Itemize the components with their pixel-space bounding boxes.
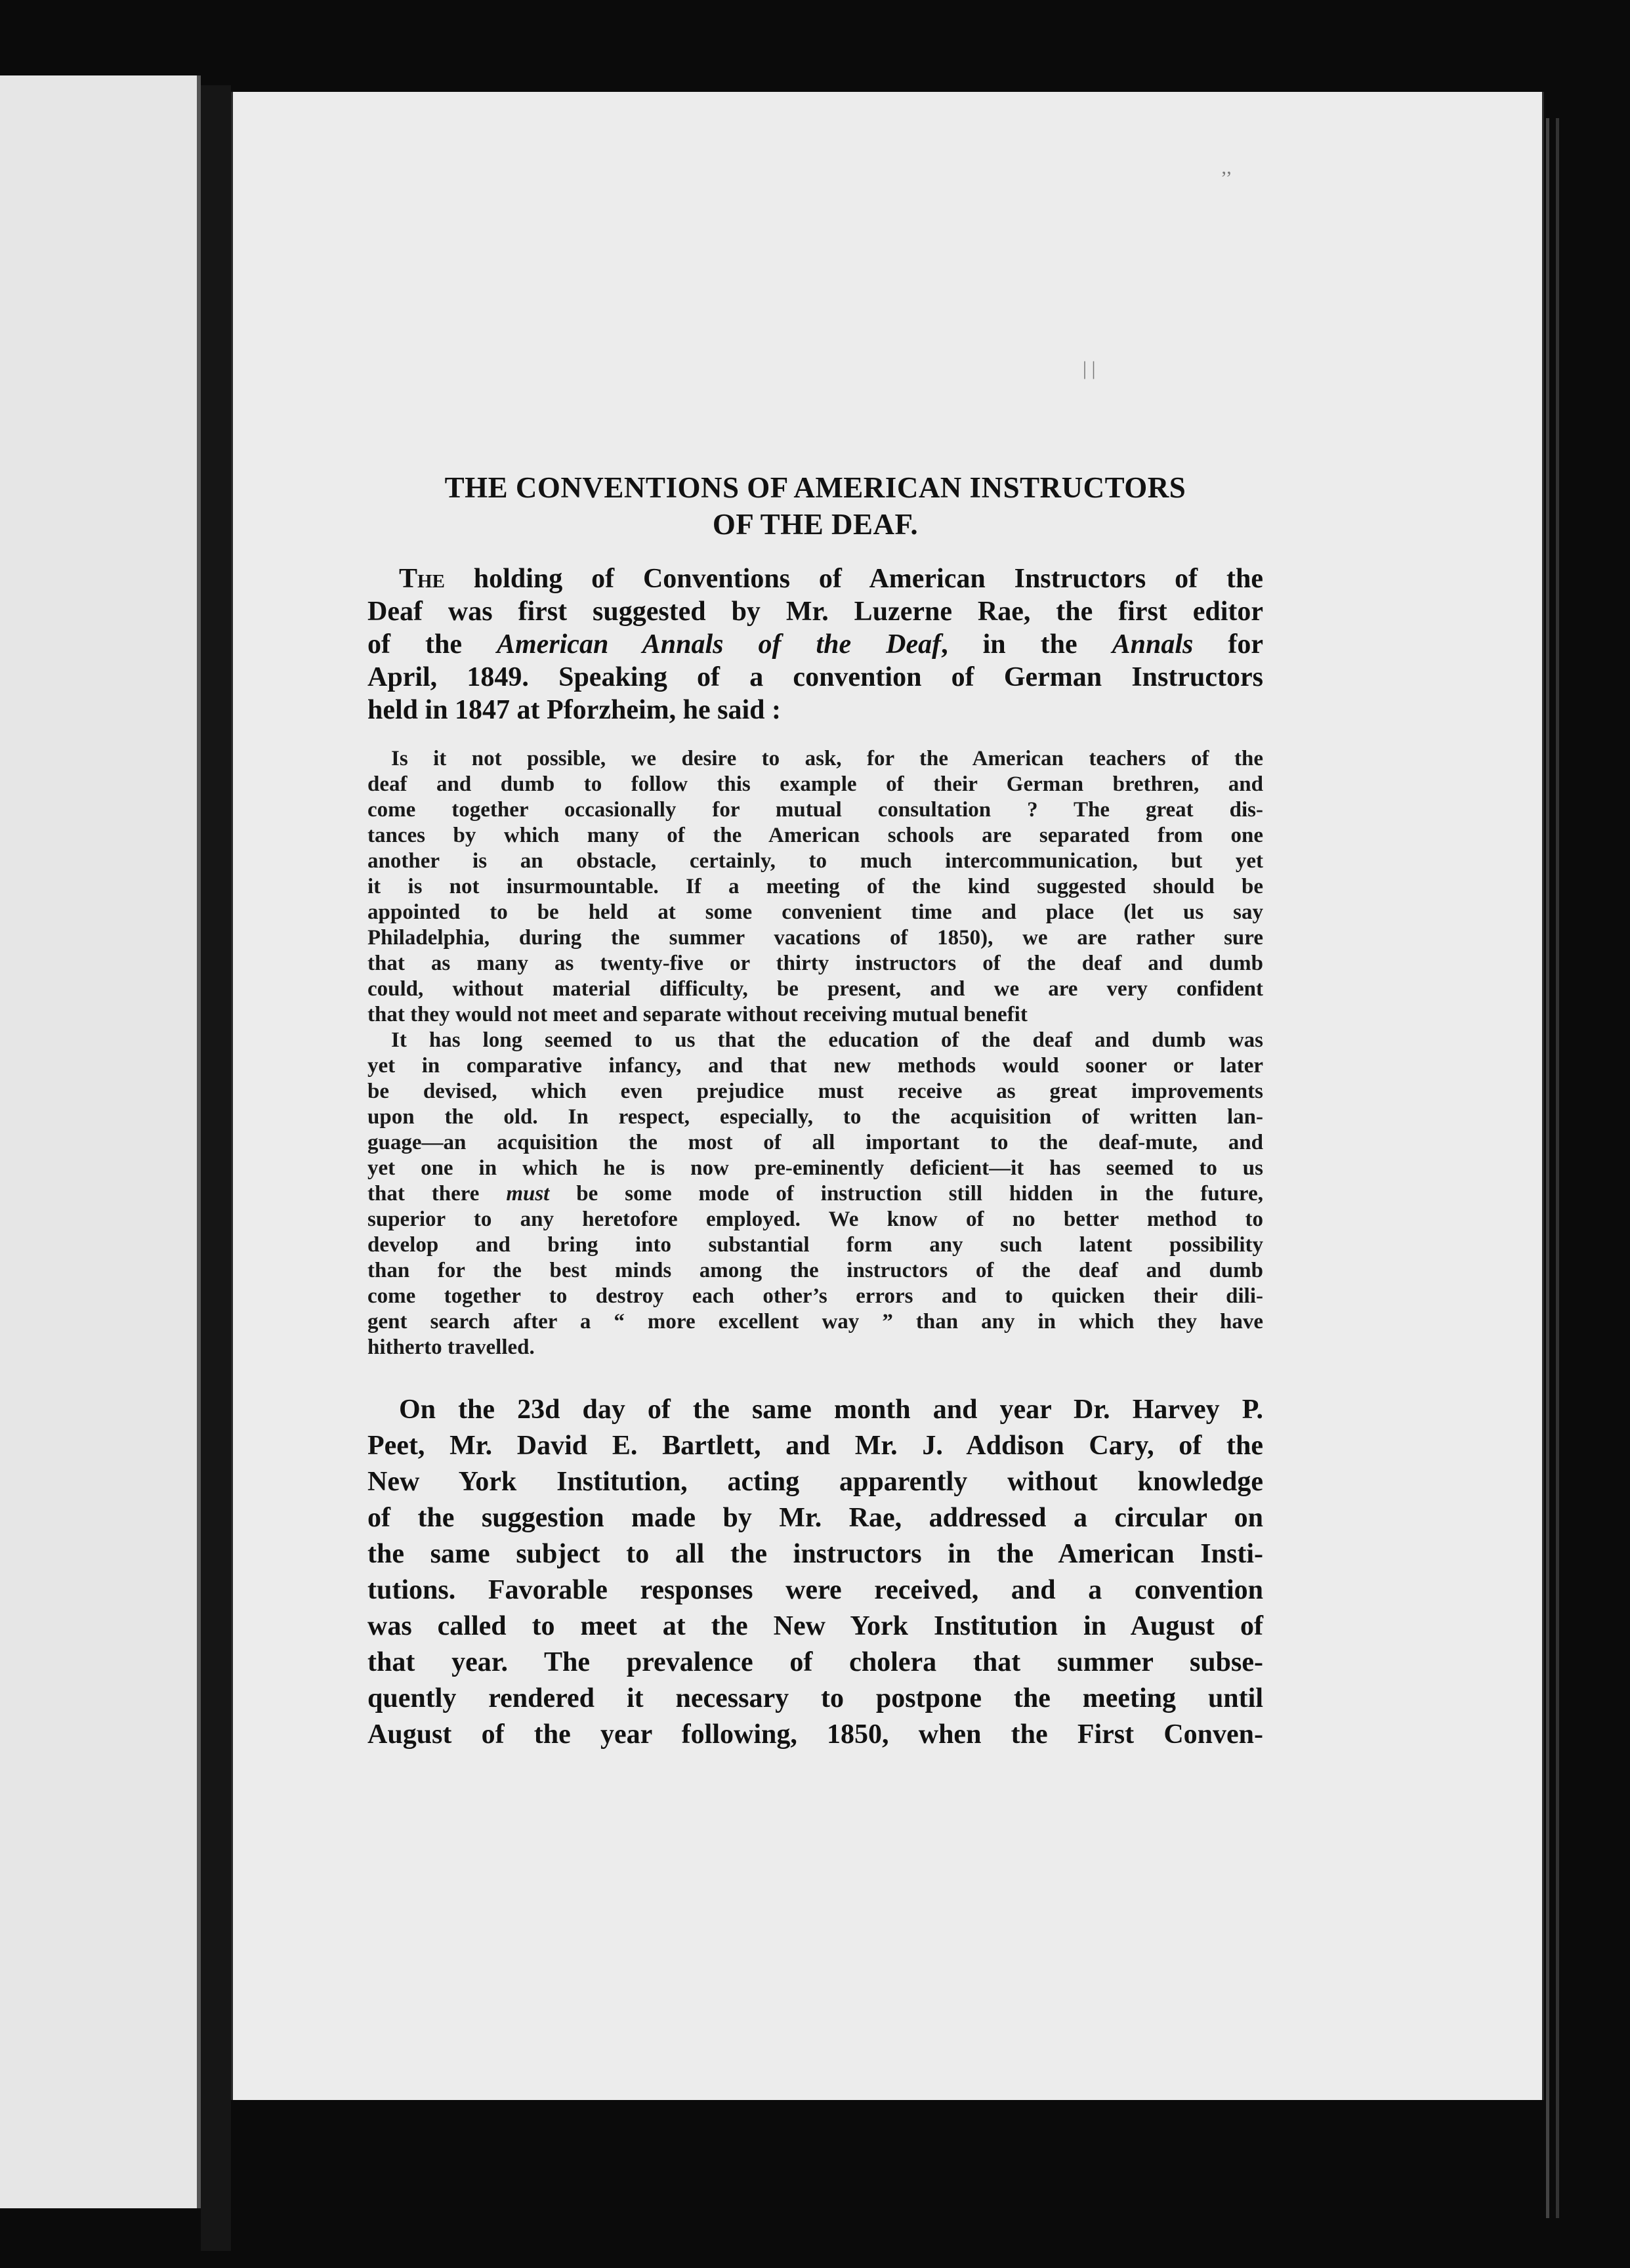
intro-lead-word: The [399,564,445,594]
closing-line: quently rendered it necessary to postpone the meeting until [367,1683,1263,1713]
closing-line: New York Institution, acting apparently without knowledge [367,1467,1263,1497]
quote-line: guage—an acquisition the most of all important to the deaf-mute, and [367,1131,1263,1154]
intro-line: The holding of Conventions of American Instructors of the [399,564,1263,594]
facing-page-edge [0,75,201,2208]
margin-mark-mid: | | [1083,358,1096,379]
closing-line: was called to meet at the New York Institution in August of [367,1611,1263,1641]
quote-line: appointed to be held at some convenient time and place (let us say [367,900,1263,924]
page-stack-edge [1546,118,1559,2218]
closing-paragraph [367,1392,1263,1753]
quote-paragraph-1 [367,746,1263,1028]
quote-line: upon the old. In respect, especially, to the acquisition of written lan- [367,1105,1263,1129]
page-title [367,469,1263,543]
block-quote [367,746,1263,1360]
quote-line: deaf and dumb to follow this example of their German brethren, and [367,772,1263,796]
title-line-1: THE CONVENTIONS OF AMERICAN INSTRUCTORS [444,471,1186,504]
closing-line: Peet, Mr. David E. Bartlett, and Mr. J. Addison Cary, of the [367,1431,1263,1461]
closing-line: On the 23d day of the same month and year Dr. Harvey P. [399,1395,1263,1425]
quote-line: yet one in which he is now pre-eminently deficient—it has seemed to us [367,1156,1263,1180]
quote-line: than for the best minds among the instructors of the deaf and dumb [367,1259,1263,1282]
book-gutter [201,85,231,2251]
quote-line: another is an obstacle, certainly, to much intercommunication, but yet [367,849,1263,873]
quote-line: that as many as twenty-five or thirty instructors of the deaf and dumb [367,952,1263,975]
quote-line: could, without material difficulty, be present, and we are very confident [367,977,1263,1001]
emphasis-must: must [506,1182,550,1206]
quote-paragraph-2 [367,1028,1263,1360]
quote-line: come together to destroy each other’s errors and to quicken their dili- [367,1284,1263,1308]
intro-line: of the American Annals of the Deaf, in the Annals for [367,629,1263,660]
closing-line: August of the year following, 1850, when the First Conven- [367,1719,1263,1750]
quote-line: come together occasionally for mutual consultation ? The great dis- [367,798,1263,822]
page-content [367,469,1263,1753]
quote-line: it is not insurmountable. If a meeting of the kind suggested should be [367,875,1263,898]
intro-line: Deaf was first suggested by Mr. Luzerne Rae, the first editor [367,597,1263,627]
closing-line: tutions. Favorable responses were received, and a convention [367,1575,1263,1605]
quote-line: tances by which many of the American schools are separated from one [367,824,1263,847]
journal-short-title: Annals [1112,629,1194,660]
quote-line: Is it not possible, we desire to ask, for the American teachers of the [391,747,1263,770]
quote-line: It has long seemed to us that the education of the deaf and dumb was [391,1028,1263,1052]
closing-line: that year. The prevalence of cholera that summer subse- [367,1647,1263,1677]
journal-title: American Annals of the Deaf [496,629,942,660]
title-line-2: OF THE DEAF. [712,508,919,541]
intro-line: held in 1847 at Pforzheim, he said : [367,695,781,725]
quote-line: that they would not meet and separate without receiving mutual benefit [367,1003,1028,1026]
closing-line: of the suggestion made by Mr. Rae, addressed a circular on [367,1503,1263,1533]
quote-line: yet in comparative infancy, and that new methods would sooner or later [367,1054,1263,1078]
quote-line: develop and bring into substantial form any such latent possibility [367,1233,1263,1257]
quote-line: that there must be some mode of instruction still hidden in the future, [367,1182,1263,1206]
intro-paragraph [367,562,1263,726]
quote-line: superior to any heretofore employed. We know of no better method to [367,1208,1263,1231]
quote-line: be devised, which even prejudice must receive as great improvements [367,1080,1263,1103]
quote-line: gent search after a “ more excellent way ” than any in which they have [367,1310,1263,1334]
margin-mark-top: ’’ [1221,167,1232,189]
quote-line: hitherto travelled. [367,1335,535,1359]
closing-line: the same subject to all the instructors in the American Insti- [367,1539,1263,1569]
quote-line: Philadelphia, during the summer vacations of 1850), we are rather sure [367,926,1263,950]
intro-line: April, 1849. Speaking of a convention of German Instructors [367,662,1263,692]
